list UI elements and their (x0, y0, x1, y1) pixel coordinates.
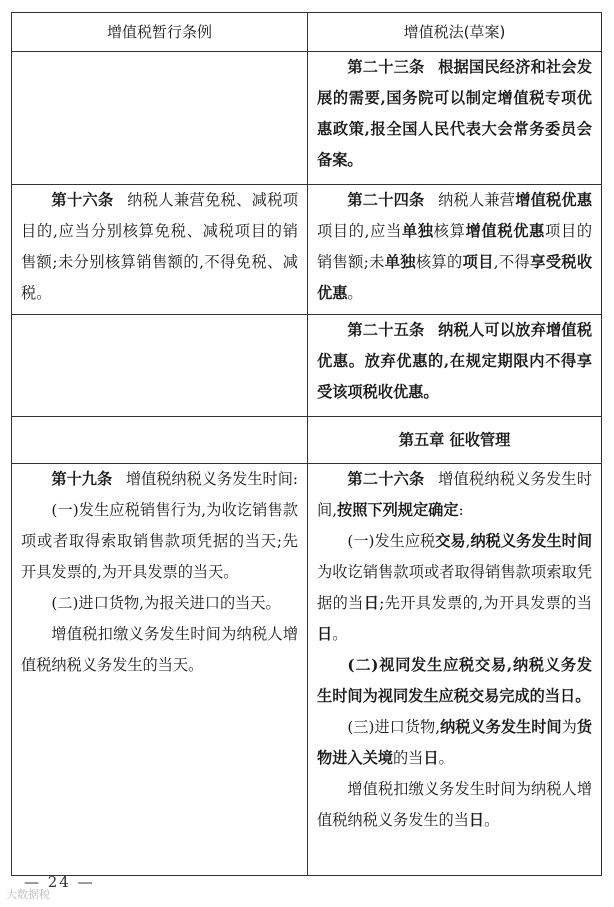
old-cell-empty (12, 417, 308, 464)
text-run: 增值税纳税义务发生时间: (125, 470, 298, 488)
text-run: (三)进口货物, (347, 718, 441, 736)
table-row (12, 315, 602, 417)
text-run: 交易 (435, 532, 466, 550)
text-run: ,不得 (493, 253, 531, 271)
paragraph (317, 774, 592, 836)
text-run: : (458, 501, 464, 519)
text-run: 纳税人可以放弃增值税优惠。放弃优惠的,在规定期限内不得享受该项税收优惠。 (317, 321, 593, 401)
paragraph (317, 650, 592, 712)
text-run: 。 (332, 625, 348, 643)
table-row (12, 464, 602, 876)
new-article-25 (308, 315, 602, 417)
old-article-19 (12, 464, 308, 876)
text-run: 日 (423, 749, 439, 767)
header-old-regulation: 增值税暂行条例 (12, 13, 308, 52)
paragraph (21, 588, 298, 619)
text-run: (一)发生应税销售行为,为收讫销售款项或者取得索取销售款项凭据的当天;先开具发票的,为开具发票的当天。 (21, 501, 298, 581)
text-run: 增值税扣缴义务发生时间为纳税人增值税纳税义务发生的当 (317, 780, 592, 829)
text-run: 核算的 (415, 253, 463, 271)
old-cell-empty (12, 52, 308, 185)
text-run: 纳税人兼营 (438, 191, 516, 209)
paragraph (317, 52, 592, 176)
text-run: 货物进入关境 (317, 718, 593, 767)
paragraph (21, 185, 298, 309)
new-article-26 (308, 464, 602, 876)
article-number: 第十六条 (51, 191, 114, 209)
text-run: 日 (468, 811, 485, 829)
text-run: 。 (347, 284, 363, 302)
table-row (12, 52, 602, 185)
text-run: 纳税义务发生时间 (440, 718, 562, 736)
header-new-law-draft: 增值税法(草案) (308, 13, 602, 52)
article-number: 第十九条 (51, 470, 113, 488)
chapter-heading: 第五章 征收管理 (308, 417, 602, 464)
paragraph (317, 464, 592, 526)
watermark: 大数据税 (6, 888, 50, 901)
text-run: 日 (317, 625, 333, 643)
text-run: 根据国民经济和社会发展的需要,国务院可以制定增值税专项优惠政策,报全国人民代表大会常务委员会备案。 (317, 58, 593, 169)
table-row (12, 185, 602, 315)
text-run: , (465, 532, 471, 550)
text-run: 单独 (402, 222, 434, 240)
text-run: 为收讫销售款项或者取得销售款项索取凭据的当 (317, 563, 592, 612)
text-run: 项目的销售额;未 (317, 222, 593, 271)
text-run: 增值税优惠 (465, 222, 546, 240)
text-run: ;先开具发票的,为开具发票的当 (379, 594, 593, 612)
paragraph (317, 185, 592, 309)
text-run: 增值税纳税义务发生时间, (317, 470, 593, 519)
text-run: (二)视同发生应税交易,纳税义务发生时间为视同发生应税交易完成的当日。 (317, 656, 592, 705)
text-run: (二)进口货物,为报关进口的当天。 (51, 594, 281, 612)
text-run: 。 (484, 811, 500, 829)
new-article-24 (308, 185, 602, 315)
text-run: 的当 (392, 749, 424, 767)
paragraph (21, 464, 298, 495)
text-run: 日 (363, 594, 380, 612)
paragraph (317, 712, 592, 774)
page-number: — 24 — (24, 873, 95, 891)
text-run: 核算 (433, 222, 466, 240)
old-article-16 (12, 185, 308, 315)
comparison-table (11, 12, 602, 876)
paragraph (317, 526, 592, 650)
text-run: 按照下列规定确定 (337, 501, 459, 519)
text-run: 享受税收优惠 (317, 253, 593, 302)
text-run: 。 (438, 749, 454, 767)
article-number: 第二十六条 (347, 470, 425, 488)
table-row (12, 417, 602, 464)
text-run: 增值税优惠 (515, 191, 593, 209)
paragraph (317, 315, 592, 408)
old-cell-empty (12, 315, 308, 417)
new-article-23 (308, 52, 602, 185)
article-number: 第二十五条 (347, 321, 425, 339)
article-number: 第二十三条 (347, 58, 425, 76)
text-run: 单独 (384, 253, 416, 271)
text-run: (一)发生应税 (347, 532, 436, 550)
paragraph (21, 495, 298, 588)
article-number: 第二十四条 (347, 191, 425, 209)
text-run: 纳税人兼营免税、减税项目的,应当分别核算免税、减税项目的销售额;未分别核算销售额的,不得免税、减税。 (21, 191, 299, 302)
table-header-row (12, 13, 602, 52)
text-run: 为 (561, 718, 577, 736)
text-run: 增值税扣缴义务发生时间为纳税人增值税纳税义务发生的当天。 (21, 625, 298, 674)
text-run: 项目 (462, 253, 494, 271)
paragraph (21, 619, 298, 681)
text-run: 纳税义务发生时间 (470, 532, 593, 550)
text-run: 项目的,应当 (317, 222, 402, 240)
